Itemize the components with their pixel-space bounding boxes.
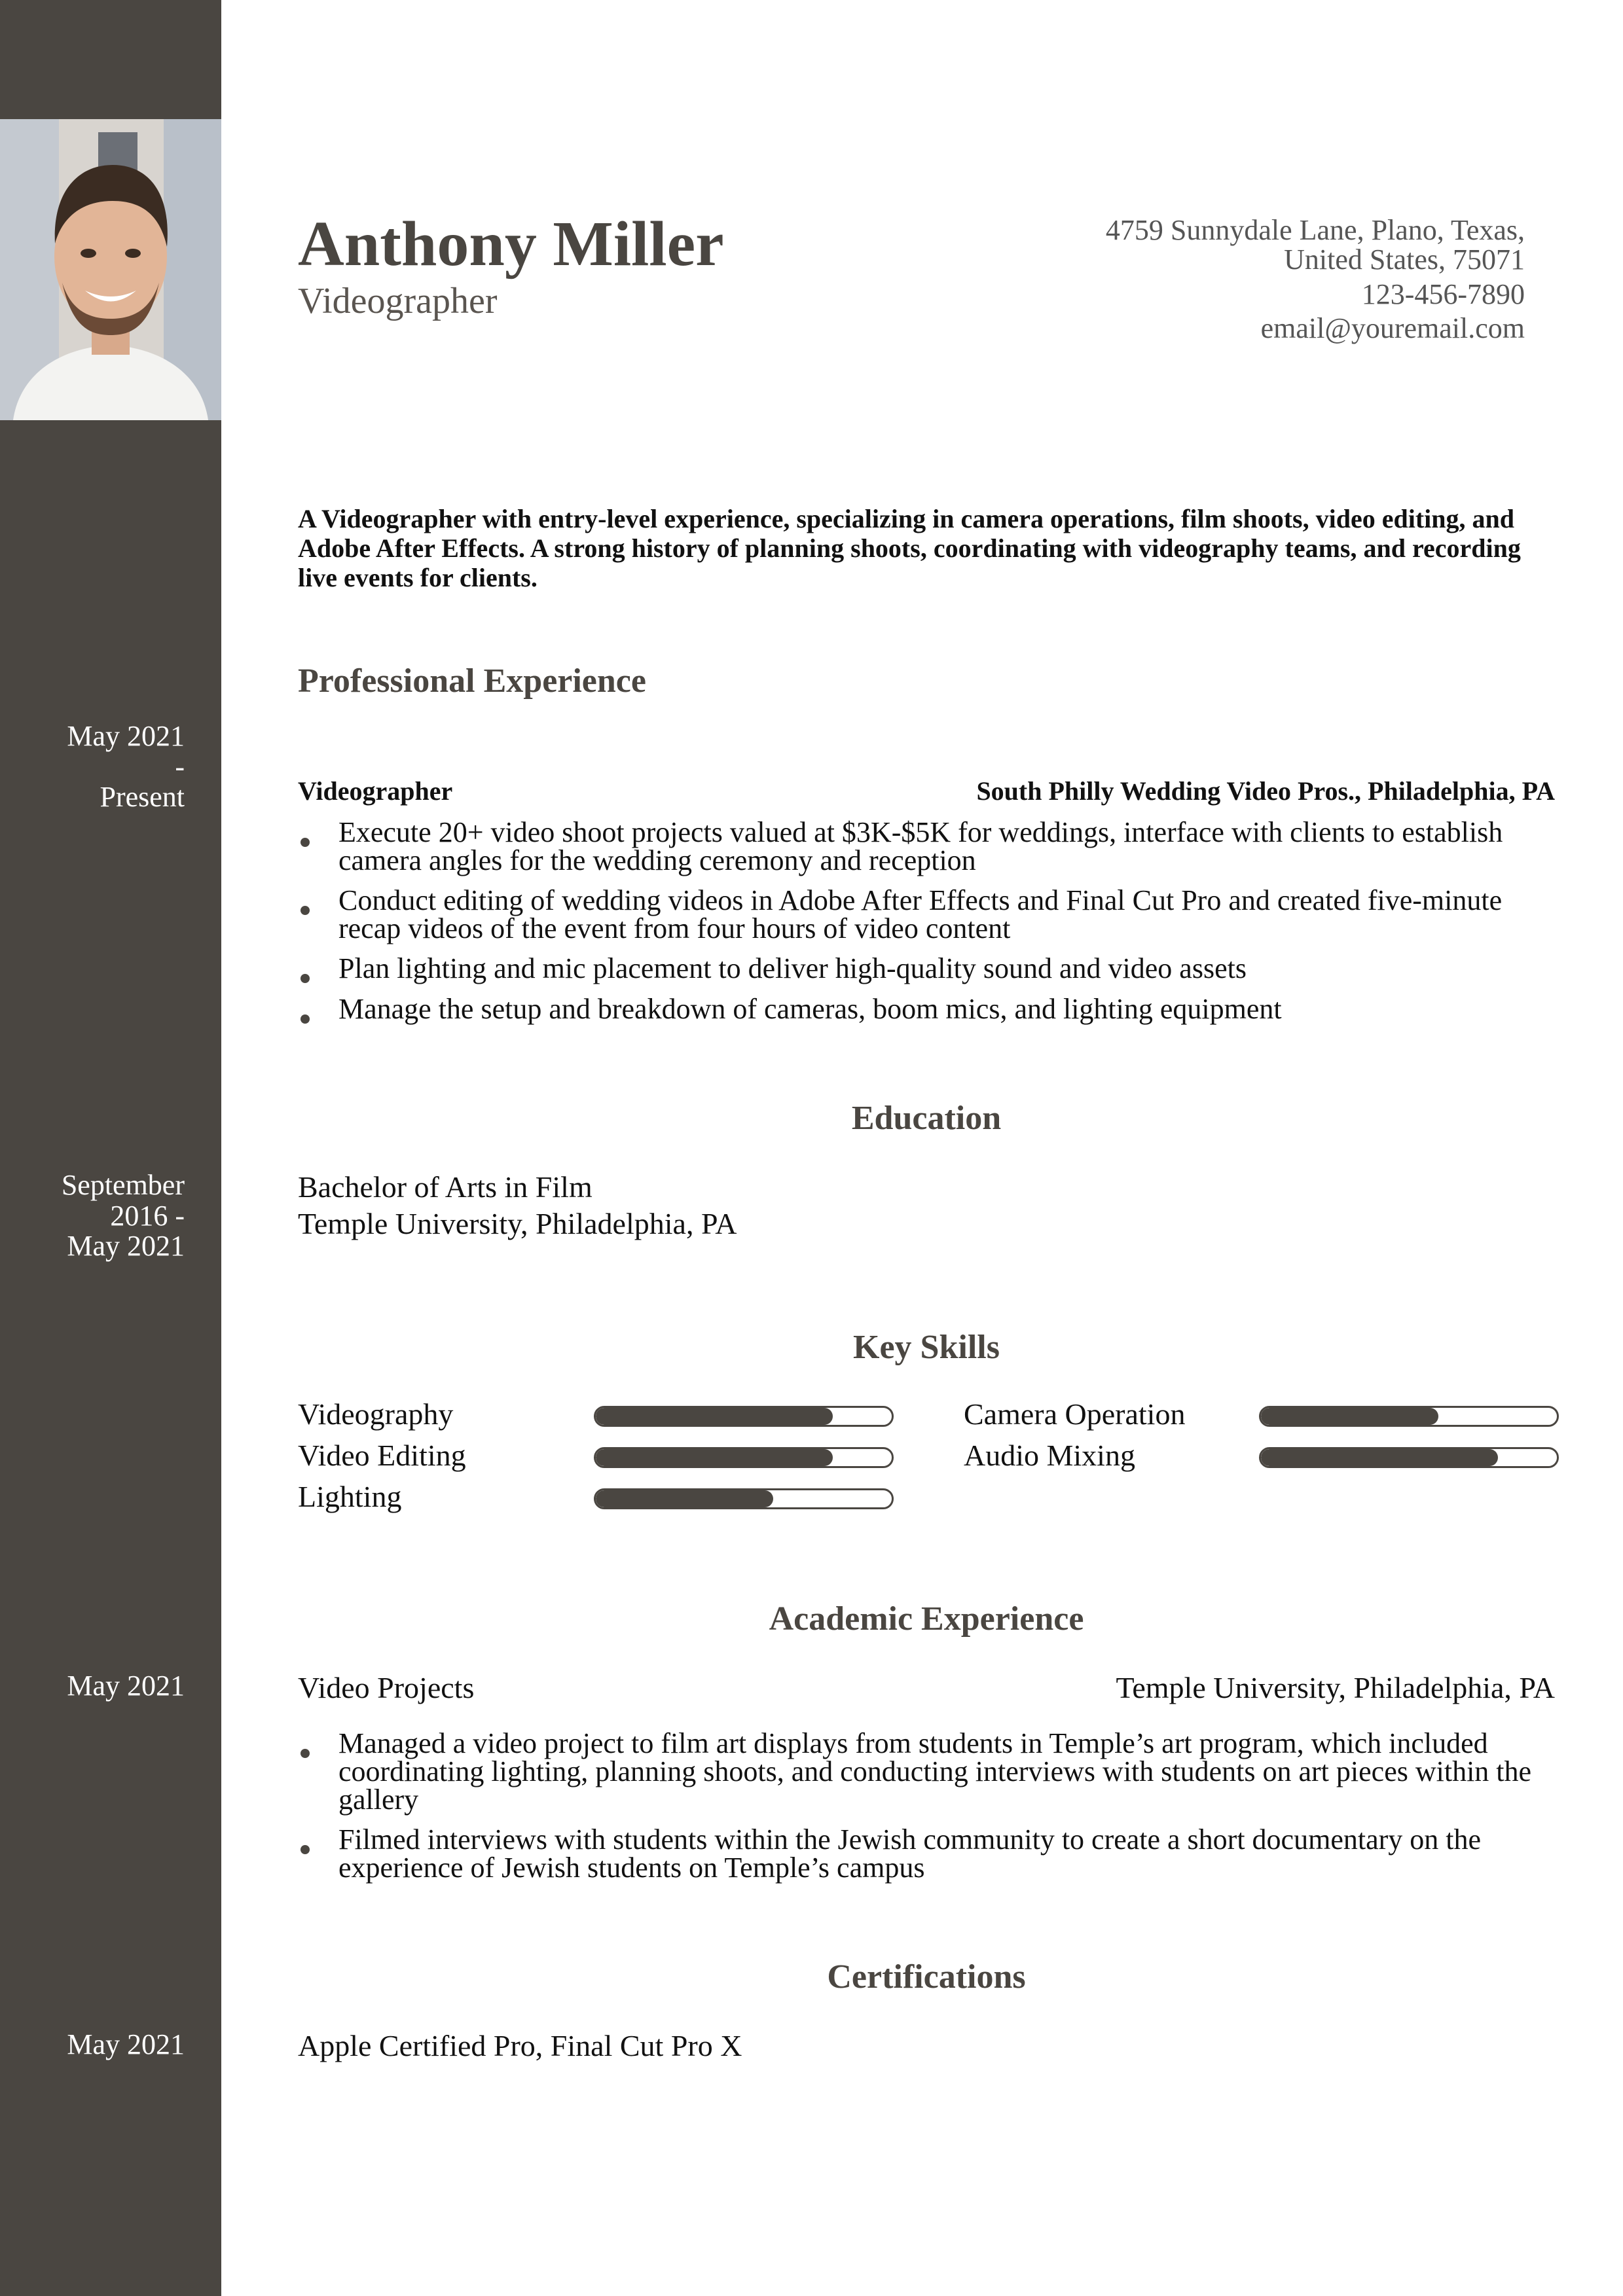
profile-photo-illustration xyxy=(0,119,221,420)
education-heading: Education xyxy=(851,1100,1002,1137)
certification-item: Apple Certified Pro, Final Cut Pro X xyxy=(298,2029,742,2062)
academic-date: May 2021 xyxy=(67,1670,185,1702)
skill-name: Video Editing xyxy=(298,1439,466,1472)
experience-heading: Professional Experience xyxy=(298,662,646,700)
academic-location: Temple University, Philadelphia, PA xyxy=(1116,1671,1555,1704)
experience-company: South Philly Wedding Video Pros., Philadelphia, PA xyxy=(976,776,1555,806)
phone-number: 123-456-7890 xyxy=(1361,278,1525,310)
academic-heading: Academic Experience xyxy=(769,1600,1084,1638)
skill-level-fill xyxy=(596,1449,833,1466)
skill-level-bar xyxy=(1259,1447,1559,1468)
skill-level-bar xyxy=(594,1488,894,1509)
skill-name: Camera Operation xyxy=(964,1397,1186,1431)
candidate-title: Videographer xyxy=(298,281,498,321)
address-line-2: United States, 75071 xyxy=(1284,243,1525,276)
education-school: Temple University, Philadelphia, PA xyxy=(298,1207,737,1240)
certifications-heading: Certifications xyxy=(827,1958,1026,1996)
experience-bullet: Plan lighting and mic placement to deliver high-quality sound and video assets xyxy=(298,954,1555,982)
experience-header-row xyxy=(298,776,1555,806)
candidate-name: Anthony Miller xyxy=(298,209,724,279)
academic-bullet: Filmed interviews with students within the Jewish community to create a short documentary on the experience of Jewish students on Temple’s campus xyxy=(298,1825,1555,1882)
profile-photo xyxy=(0,119,221,420)
skill-level-bar xyxy=(594,1406,894,1427)
skill-level-fill xyxy=(1261,1408,1438,1425)
skill-name: Audio Mixing xyxy=(964,1439,1135,1472)
email-link[interactable]: email@youremail.com xyxy=(1260,312,1525,344)
skill-level-bar xyxy=(1259,1406,1559,1427)
academic-header-row xyxy=(298,1670,1555,1705)
experience-role: Videographer xyxy=(298,776,453,806)
academic-bullet: Managed a video project to film art displays from students in Temple’s art program, which included coordinating lighting, planning shoots, and conducting interviews with students on art pieces within the gallery xyxy=(298,1729,1555,1814)
experience-bullets xyxy=(298,818,1555,1023)
skill-level-bar xyxy=(594,1447,894,1468)
education-date: September 2016 - May 2021 xyxy=(61,1169,185,1263)
skill-name: Videography xyxy=(298,1397,454,1431)
academic-bullets xyxy=(298,1729,1555,1882)
experience-bullet: Manage the setup and breakdown of cameras, boom mics, and lighting equipment xyxy=(298,995,1555,1023)
profile-summary: A Videographer with entry-level experience, specializing in camera operations, film shoots, video editing, and Adobe After Effects. A strong history of planning shoots, coordinating with videography teams, and recording live events for clients. xyxy=(298,504,1521,593)
certification-date: May 2021 xyxy=(67,2028,185,2060)
skills-heading: Key Skills xyxy=(853,1329,1000,1366)
address-line-1: 4759 Sunnydale Lane, Plano, Texas, xyxy=(1105,214,1525,246)
education-degree: Bachelor of Arts in Film xyxy=(298,1170,593,1204)
skill-level-fill xyxy=(1261,1449,1498,1466)
skill-level-fill xyxy=(596,1408,833,1425)
skill-level-fill xyxy=(596,1490,773,1507)
skill-name: Lighting xyxy=(298,1480,402,1513)
experience-bullet: Execute 20+ video shoot projects valued at $3K-$5K for weddings, interface with clients to establish camera angles for the wedding ceremony and reception xyxy=(298,818,1555,874)
experience-date: May 2021 - Present xyxy=(67,720,185,814)
academic-project: Video Projects xyxy=(298,1671,475,1704)
experience-bullet: Conduct editing of wedding videos in Adobe After Effects and Final Cut Pro and created five-minute recap videos of the event from four hours of video content xyxy=(298,886,1555,942)
